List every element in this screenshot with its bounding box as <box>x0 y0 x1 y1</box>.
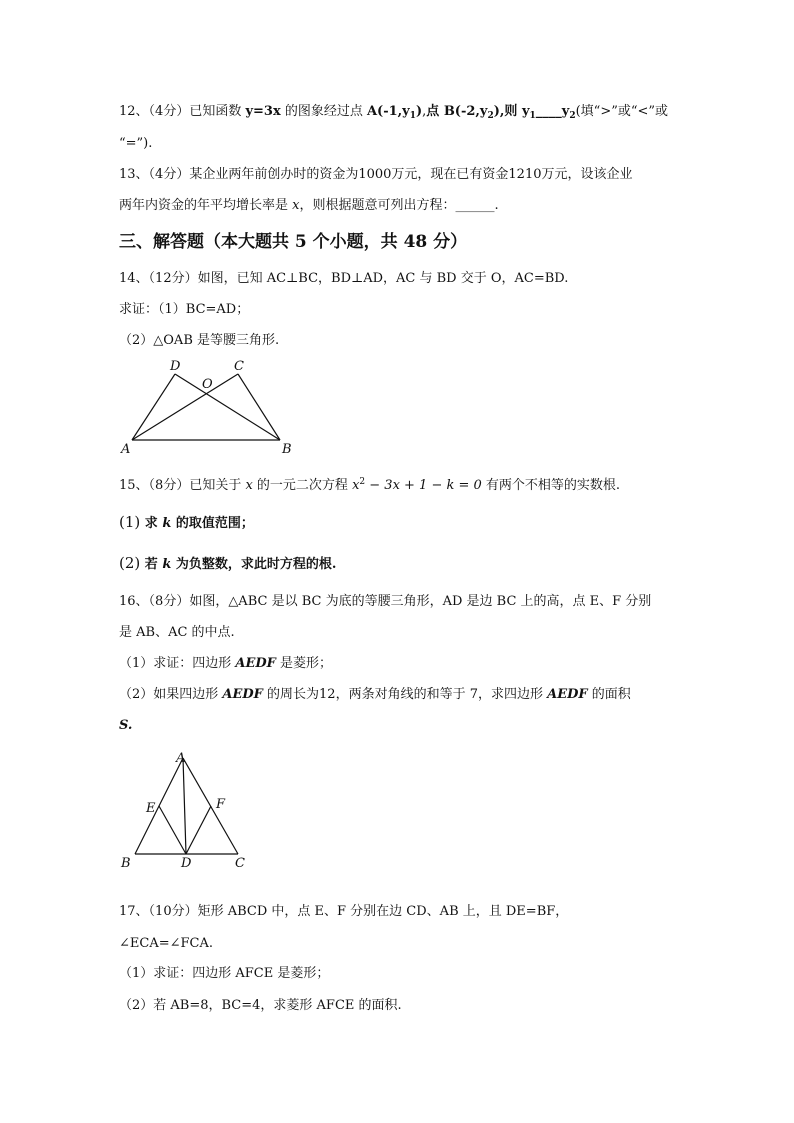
q12-close: ) <box>416 104 423 119</box>
q15-line1-b: 的一元二次方程 <box>252 478 353 493</box>
q15-line1-c: 有两个不相等的实数根. <box>481 478 621 493</box>
q15-var-x: x <box>245 478 253 493</box>
q14-line2: 求证：（1）BC=AD； <box>119 302 250 317</box>
q14-label-d: D <box>170 359 181 374</box>
q15-line1-a: 15、（8分）已知关于 <box>119 478 246 493</box>
q13-line2 <box>119 198 499 214</box>
q16-label-c: C <box>235 856 245 871</box>
q15-eq-rest: − 3x + 1 − k = 0 <box>365 478 482 493</box>
q16-line4-b: 的周长为12，两条对角线的和等于 7，求四边形 <box>262 687 548 702</box>
q12-blank: ____y <box>535 104 570 119</box>
section-3-heading: 三、解答题（本大题共 5 个小题，共 48 分） <box>119 232 468 252</box>
q15-part1-k: k <box>162 516 172 531</box>
q13-line2-a: 两年内资金的年平均增长率是 <box>119 198 293 213</box>
q12-comma: , <box>422 104 427 119</box>
q16-line3-quad: AEDF <box>235 656 276 671</box>
q14-segment-bd <box>175 374 280 440</box>
q17-line4: （2）若 AB=8，BC=4，求菱形 AFCE 的面积. <box>119 998 402 1013</box>
q12-mid: 的图象经过点 <box>280 104 367 119</box>
q16-segment-ed <box>159 806 186 854</box>
q15-eq-exp: 2 <box>359 477 366 487</box>
q15-part2-k: k <box>162 557 172 572</box>
q17-line2: ∠ECA=∠FCA. <box>119 936 213 951</box>
q12-point-b: 点 B(-2,y <box>426 104 488 119</box>
q14-label-c: C <box>234 359 244 374</box>
q13-line2-b: ，则根据题意可列出方程：______. <box>299 198 499 213</box>
q16-line4-c: 的面积 <box>587 687 631 702</box>
q15-part1 <box>119 514 254 532</box>
q15-part2-a: 若 <box>140 557 163 572</box>
q12-close2: ),则 y <box>493 104 530 119</box>
q14-line3: （2）△OAB 是等腰三角形. <box>119 333 280 348</box>
q14-label-a: A <box>121 442 131 457</box>
q15-part2-b: 为负整数，求此时方程的根. <box>171 557 337 572</box>
q15-eq-x: x <box>352 478 360 493</box>
q16-label-e: E <box>146 801 156 816</box>
q16-line4-a: （2）如果四边形 <box>119 687 223 702</box>
q16-line4-quad: AEDF <box>222 687 263 702</box>
q16-label-d: D <box>181 856 192 871</box>
q12-line2: “=”). <box>119 136 153 151</box>
q15-line1 <box>119 474 620 494</box>
q13-line1: 13、（4分）某企业两年前创办时的资金为1000万元，现在已有资金1210万元，设该企业 <box>119 167 633 182</box>
q15-part2-num: (2) <box>119 554 141 572</box>
q12-lead: 12、（4分）已知函数 <box>119 104 246 119</box>
q16-line2: 是 AB、AC 的中点. <box>119 625 235 640</box>
q12-tail: (填“>”或“<”或 <box>575 104 669 119</box>
q16-label-b: B <box>121 856 131 871</box>
q14-segment-ac <box>132 374 238 440</box>
q12-sub1: 1 <box>409 111 416 121</box>
q15-part1-num: (1) <box>119 513 141 531</box>
q16-segment-fd <box>186 806 211 854</box>
q16-line4 <box>119 687 631 703</box>
q15-part1-b: 的取值范围； <box>171 516 254 531</box>
q12-sub2: 2 <box>487 111 494 121</box>
q16-line1: 16、（8分）如图，△ABC 是以 BC 为底的等腰三角形，AD 是边 BC 上的高，点 E、F 分别 <box>119 594 652 609</box>
q17-line1: 17、（10分）矩形 ABCD 中，点 E、F 分别在边 CD、AB 上，且 DE=BF， <box>119 904 569 919</box>
q16-figure <box>114 748 254 872</box>
q14-label-b: B <box>282 442 292 457</box>
q14-segment-ad <box>132 374 175 440</box>
q12-line1 <box>119 104 668 124</box>
q12-function: y=3x <box>245 104 281 119</box>
q12-sub4: 2 <box>569 111 576 121</box>
q14-line1: 14、（12分）如图，已知 AC⊥BC，BD⊥AD，AC 与 BD 交于 O，AC=BD. <box>119 271 569 286</box>
q13-var-x: x <box>292 198 300 213</box>
q12-sub3: 1 <box>529 111 536 121</box>
q12-point-a: A(-1,y <box>366 104 410 119</box>
q16-line3-b: 是菱形； <box>275 656 333 671</box>
q14-figure <box>112 356 302 462</box>
q16-line3 <box>119 656 332 672</box>
q17-line3: （1）求证：四边形 AFCE 是菱形； <box>119 966 330 981</box>
q15-part2 <box>119 555 336 573</box>
q14-label-o: O <box>202 377 213 392</box>
q16-label-a: A <box>176 751 186 766</box>
q16-label-f: F <box>216 797 226 812</box>
q16-line4-quad2: AEDF <box>547 687 588 702</box>
q16-segment-ad <box>183 758 186 854</box>
q15-part1-a: 求 <box>140 516 163 531</box>
q16-line3-a: （1）求证：四边形 <box>119 656 236 671</box>
q16-line5: S. <box>119 718 133 733</box>
q14-segment-bc <box>238 374 280 440</box>
